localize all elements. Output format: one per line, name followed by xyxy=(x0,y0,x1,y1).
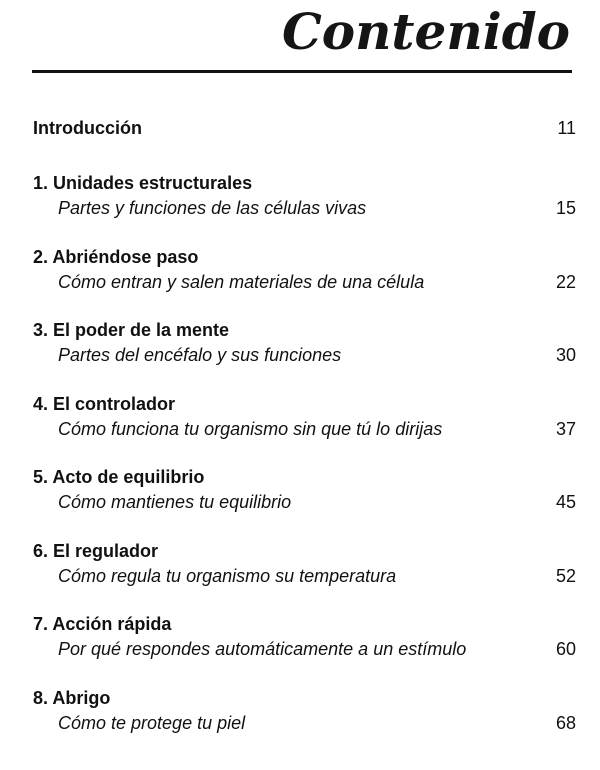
toc-entry-title: 3. El poder de la mente xyxy=(33,320,230,340)
toc-entry-page-number: 52 xyxy=(555,565,576,586)
toc-entry-chapter-3[interactable] xyxy=(33,317,576,391)
toc-entry-subtitle: Cómo entran y salen materiales de una célula xyxy=(58,271,425,292)
toc-entry-title: 2. Abriéndose paso xyxy=(33,246,199,267)
toc-entry-page-number: 22 xyxy=(555,271,576,292)
toc-entry-chapter-2[interactable] xyxy=(33,244,576,318)
toc-entry-introduction[interactable] xyxy=(33,115,576,170)
toc-entry-page-number: 15 xyxy=(555,198,576,218)
toc-entry-subtitle: Cómo mantienes tu equilibrio xyxy=(58,492,292,512)
toc-entry-chapter-6[interactable] xyxy=(33,538,576,612)
toc-entry-page-number: 68 xyxy=(555,712,576,733)
title-divider xyxy=(32,70,572,73)
toc-entry-title: 1. Unidades estructurales xyxy=(33,173,253,193)
toc-entry-chapter-7[interactable] xyxy=(33,611,576,685)
toc-entry-title: 5. Acto de equilibrio xyxy=(33,467,205,487)
toc-entry-page-number: 11 xyxy=(557,118,576,138)
toc-entry-chapter-1[interactable] xyxy=(33,170,576,244)
toc-entry-title: Introducción xyxy=(33,118,142,138)
toc-entry-title: 6. El regulador xyxy=(33,540,159,561)
toc-entry-chapter-8[interactable] xyxy=(33,685,576,759)
toc-entry-subtitle: Cómo funciona tu organismo sin que tú lo dirijas xyxy=(58,418,443,439)
toc-entry-subtitle: Cómo te protege tu piel xyxy=(58,712,246,733)
toc-entry-title: 7. Acción rápida xyxy=(33,614,172,634)
toc-entry-title: 8. Abrigo xyxy=(33,687,111,708)
toc-entry-subtitle: Partes del encéfalo y sus funciones xyxy=(58,345,342,365)
toc-entry-subtitle: Cómo regula tu organismo su temperatura xyxy=(58,565,397,586)
toc-entry-page-number: 45 xyxy=(555,492,576,512)
toc-entry-chapter-4[interactable] xyxy=(33,391,576,465)
toc-entry-page-number: 60 xyxy=(555,639,576,659)
toc-entry-title: 4. El controlador xyxy=(33,393,176,414)
toc-entry-subtitle: Por qué respondes automáticamente a un estímulo xyxy=(58,639,467,659)
toc-entry-subtitle: Partes y funciones de las células vivas xyxy=(58,198,367,218)
table-of-contents xyxy=(33,115,576,758)
toc-entry-page-number: 37 xyxy=(555,418,576,439)
toc-entry-page-number: 30 xyxy=(555,345,576,365)
page-title: Contenido xyxy=(281,2,570,61)
toc-entry-chapter-5[interactable] xyxy=(33,464,576,538)
